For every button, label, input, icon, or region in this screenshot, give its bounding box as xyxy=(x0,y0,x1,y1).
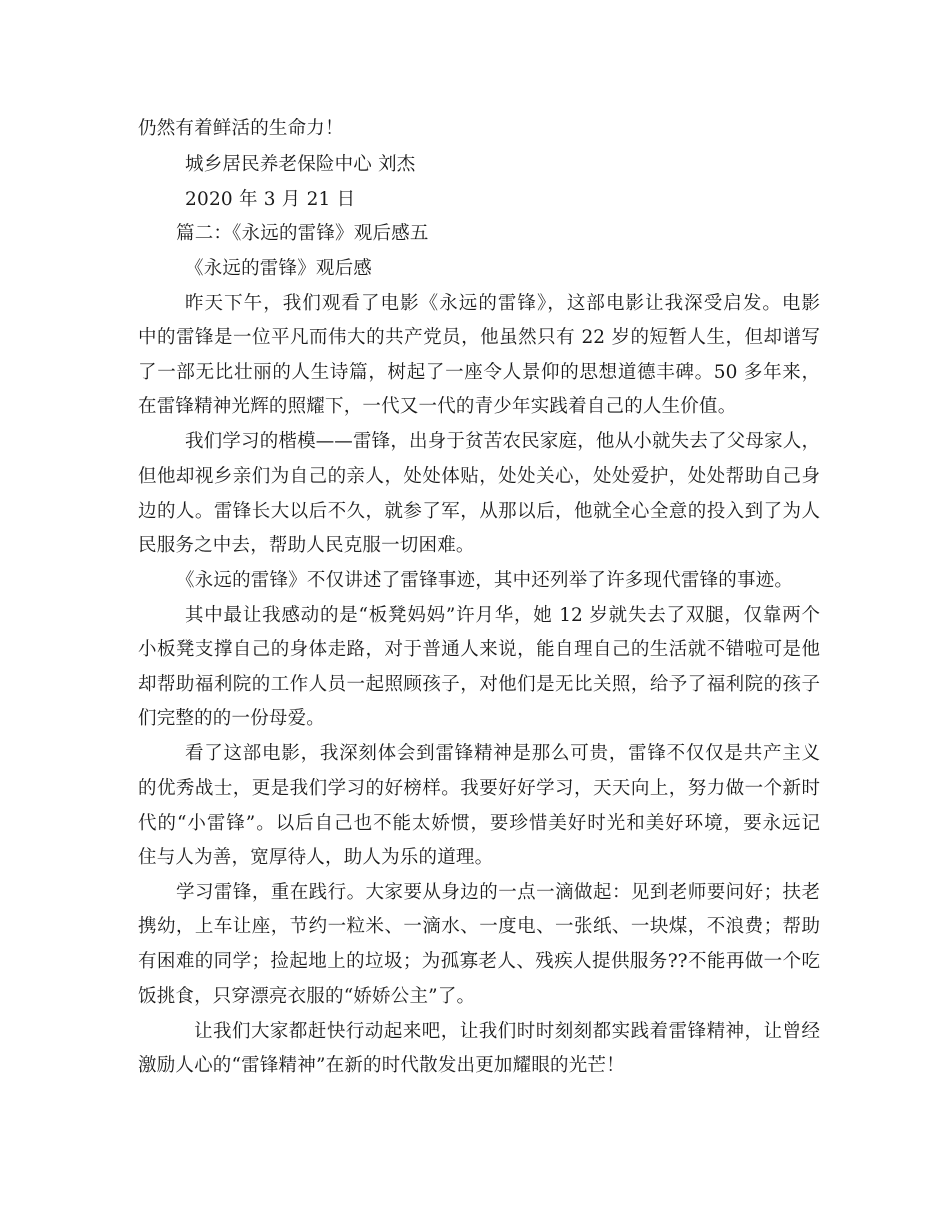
paragraph-line: 中的雷锋是一位平凡而伟大的共产党员，他虽然只有 22 岁的短暂人生，但却谱写 xyxy=(138,327,820,348)
section-heading: 篇二：《永远的雷锋》观后感五 xyxy=(176,223,429,244)
paragraph-line: 的优秀战士，更是我们学习的好榜样。我要好好学习，天天向上，努力做一个新时 xyxy=(138,778,820,799)
paragraph-line: 小板凳支撑自己的身体走路，对于普通人来说，能自理自己的生活就不错啦可是他 xyxy=(138,639,820,660)
paragraph-line: 了一部无比壮丽的人生诗篇，树起了一座令人景仰的思想道德丰碑。50 多年来， xyxy=(138,362,820,383)
paragraph-line: 却帮助福利院的工作人员一起照顾孩子，对他们是无比关照，给予了福利院的孩子 xyxy=(138,674,820,695)
paragraph-line: 住与人为善，宽厚待人，助人为乐的道理。 xyxy=(138,847,494,868)
paragraph-line: 激励人心的“雷锋精神”在新的时代散发出更加耀眼的光芒！ xyxy=(138,1055,625,1076)
paragraph-line: 我们学习的楷模——雷锋，出身于贫苦农民家庭，他从小就失去了父母家人， xyxy=(185,431,820,452)
paragraph-line: 们完整的的一份母爱。 xyxy=(138,708,326,729)
paragraph-line: 让我们大家都赶快行动起来吧，让我们时时刻刻都实践着雷锋精神，让曾经 xyxy=(194,1021,820,1042)
paragraph-line: 其中最让我感动的是“板凳妈妈”许月华，她 12 岁就失去了双腿，仅靠两个 xyxy=(185,605,820,626)
paragraph-line: 昨天下午，我们观看了电影《永远的雷锋》，这部电影让我深受启发。电影 xyxy=(185,293,820,314)
paragraph-line: 《永远的雷锋》不仅讲述了雷锋事迹，其中还列举了许多现代雷锋的事迹。 xyxy=(176,570,794,591)
paragraph-line: 看了这部电影，我深刻体会到雷锋精神是那么可贵，雷锋不仅仅是共产主义 xyxy=(185,743,820,764)
paragraph-line: 在雷锋精神光辉的照耀下，一代又一代的青少年实践着自己的人生价值。 xyxy=(138,396,737,417)
paragraph-line: 边的人。雷锋长大以后不久，就参了军，从那以后，他就全心全意的投入到了为人 xyxy=(138,501,820,522)
paragraph-line: 携幼，上车让座，节约一粒米、一滴水、一度电、一张纸、一块煤，不浪费；帮助 xyxy=(138,916,820,937)
paragraph-line: 代的“小雷锋”。以后自己也不能太娇惯，要珍惜美好时光和美好环境，要永远记 xyxy=(138,813,820,834)
author-line: 城乡居民养老保险中心 刘杰 xyxy=(185,154,416,175)
text-line: 仍然有着鲜活的生命力！ xyxy=(138,118,344,139)
paragraph-line: 民服务之中去，帮助人民克服一切困难。 xyxy=(138,535,475,556)
paragraph-line: 有困难的同学；捡起地上的垃圾；为孤寡老人、残疾人提供服务??不能再做一个吃 xyxy=(138,951,820,972)
date-line: 2020 年 3 月 21 日 xyxy=(185,189,356,210)
paragraph-line: 饭挑食，只穿漂亮衣服的“娇娇公主”了。 xyxy=(138,986,476,1007)
article-title: 《永远的雷锋》观后感 xyxy=(185,258,373,279)
paragraph-line: 但他却视乡亲们为自己的亲人，处处体贴，处处关心，处处爱护，处处帮助自己身 xyxy=(138,466,820,487)
paragraph-line: 学习雷锋，重在践行。大家要从身边的一点一滴做起：见到老师要问好；扶老 xyxy=(176,882,820,903)
